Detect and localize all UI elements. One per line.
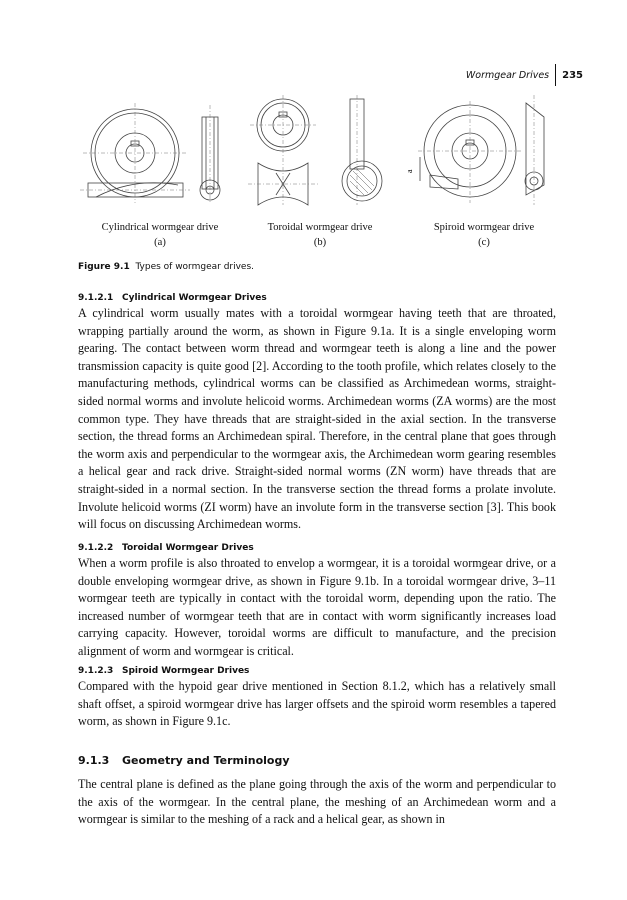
section-paragraph: When a worm profile is also throated to envelop a wormgear, it is a toroidal wormgear drive, or a double enveloping wormgear drive, as shown in Figure 9.1b. In a toroidal wormgear drive, 3–11 wormgear teeth are typically in contact with the toroidal worm, depending upon the ratio. The increased number of wormgear teeth that are in contact with worm significantly increases load carrying capacity. However, toroidal worms are difficult to manufacture, and the precision alignment of worm and wormgear is critical. [78,556,556,658]
section-heading [78,754,556,767]
section-heading [78,543,556,553]
toroidal-drive-drawing [248,95,382,205]
section-number: 9.1.2.1 [78,293,114,303]
figure-caption-text: Types of wormgear drives. [135,262,255,272]
page-number: 235 [562,69,583,81]
panel-a-letter: (a) [154,237,166,248]
section-paragraph: A cylindrical worm usually mates with a toroidal wormgear having teeth that are throated, wrapping partially around the worm, as shown in Figure 9.1a. It is a single enveloping worm gearing. The contact between worm thread and wormgear teeth is along a line and the power transmission capacity is quite good [2]. According to the tooth profile, which relates closely to the manufacturing methods, cylindrical worms can be classified as Archimedean worms, straight-sided normal worms and involute helicoid worms. Archimedean worms (ZA worms) are the most common type. They have threads that are straight-sided in the axial section. In the transverse section, the thread forms an Archimedean spiral. Therefore, in the central plane that goes through the worm axis and perpendicular to the wormgear axis, the Archimedean worm gearing resembles a helical gear and rack drive. Straight-sided normal worms (ZN worm) have threads that are straight-sided in a normal section. In the transverse section the thread forms a prolate involute. Involute helicoid worms (ZI worm) have an involute form in the transverse section [3]. This book will focus on discussing Archimedean worms. [78,306,556,532]
section-title: Toroidal Wormgear Drives [122,543,254,553]
section-heading [78,293,556,303]
figure-9-1 [78,95,558,255]
running-header [466,64,583,86]
section-title: Geometry and Terminology [122,754,290,767]
section-cylindrical [78,293,556,534]
cylindrical-drive-drawing [80,103,220,203]
figure-caption [78,262,254,272]
section-heading [78,666,556,676]
spiroid-drive-drawing [405,95,544,205]
panel-a-label: Cylindrical wormgear drive [101,222,219,233]
section-toroidal [78,543,556,661]
panel-c-letter: (c) [478,237,490,248]
section-title: Cylindrical Wormgear Drives [122,293,267,303]
section-paragraph: Compared with the hypoid gear drive mentioned in Section 8.1.2, which has a relatively small shaft offset, a spiroid wormgear drive has larger offsets and the spiroid worm resembles a tapered worm, as shown in Figure 9.1c. [78,679,556,729]
section-number: 9.1.2.3 [78,666,114,676]
section-paragraph: The central plane is defined as the plane going through the axis of the worm and perpendicular to the axis of the wormgear. In the central plane, the meshing of an Archimedean worm and a wormgear is similar to the meshing of a rack and a helical gear, as shown in [78,777,556,827]
figure-caption-label: Figure 9.1 [78,262,130,272]
offset-symbol: a [405,169,414,173]
running-title: Wormgear Drives [465,69,550,81]
section-title: Spiroid Wormgear Drives [122,666,250,676]
section-geometry [78,754,556,829]
panel-b-label: Toroidal wormgear drive [267,222,373,233]
section-number: 9.1.2.2 [78,543,114,553]
panel-c-label: Spiroid wormgear drive [433,222,535,233]
section-spiroid [78,666,556,731]
panel-b-letter: (b) [313,237,327,248]
section-number: 9.1.3 [78,754,110,767]
